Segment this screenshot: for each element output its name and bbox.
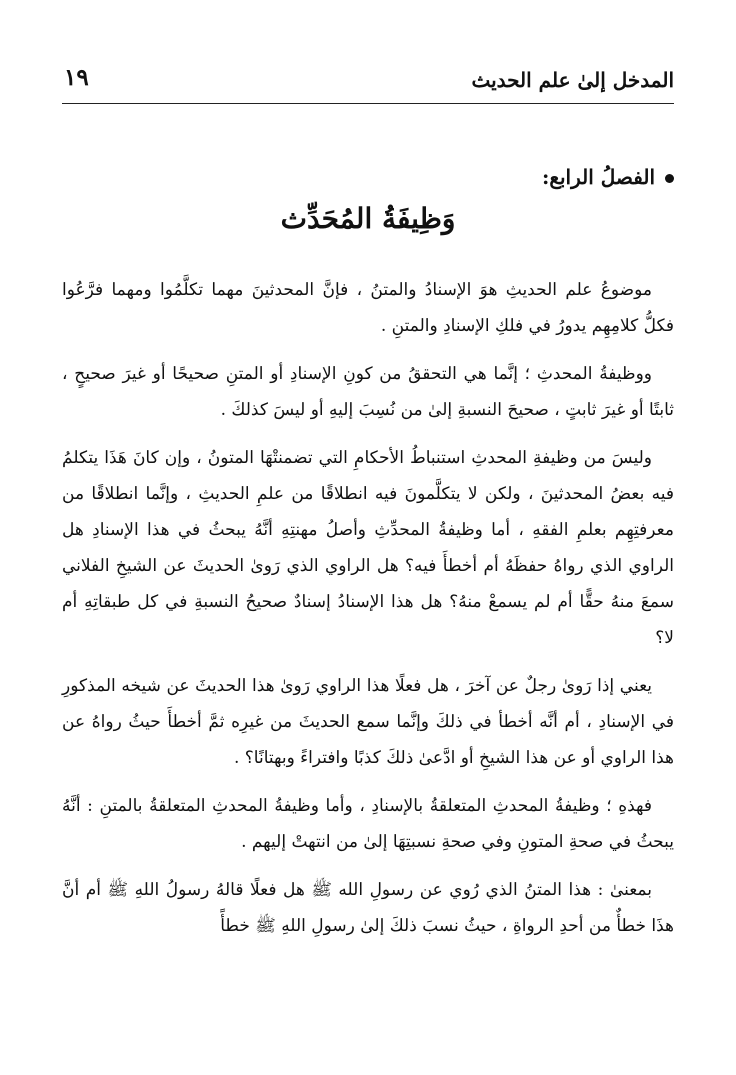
header-rule xyxy=(62,103,674,104)
chapter-title: وَظِيفَةُ المُحَدِّث xyxy=(280,202,456,235)
paragraph: بمعنىٰ : هذا المتنُ الذي رُوي عن رسولِ الله ﷺ هل فعلًا قالهُ رسولُ اللهِ ﷺ أم أنَّ هذَا خطأٌ من أحدِ الرواةِ ، حيثُ نسبَ ذلكَ إلىٰ رسولِ اللهِ ﷺ خطأً xyxy=(62,880,674,936)
chapter-label xyxy=(542,165,674,189)
chapter-label-text: الفصلُ الرابع: xyxy=(541,165,655,189)
paragraph: يعني إذا رَوىٰ رجلٌ عن آخرَ ، هل فعلًا هذا الراوي رَوىٰ هذا الحديثَ عن شيخه المذكورِ في الإسنادِ ، أم أنَّه أخطأ في ذلكَ وإنَّما سمع الحديثَ من غيرِه ثمَّ أخطأَ حيثُ رواهُ عن هذا الراوي أو عن هذا الشيخِ أو ادَّعىٰ ذلكَ كذبًا وافتراءً وبهتانًا؟ . xyxy=(62,676,674,768)
paragraph: وليسَ من وظيفةِ المحدثِ استنباطُ الأحكامِ التي تضمنتْهَا المتونُ ، وإن كانَ هَذَا يتكلمُ فيه بعضُ المحدثينَ ، ولكن لا يتكلَّمونَ فيه انطلاقًا من علمِ الحديثِ ، وإنَّما انطلاقًا من معرفتِهِم بعلمِ الفقهِ ، أما وظيفةُ المحدِّثِ وأصلُ مهنتِهِ أنَّهُ يبحثُ في هذا الإسنادِ هل الراوي الذي رواهُ حفظَهُ أم أخطأَ فيه؟ هل الراوي الذي رَوىٰ الحديثَ عن الشيخِ الفلاني سمعَ منهُ حقًّا أم لم يسمعْ منهُ؟ هل هذا الإسنادُ إسنادٌ صحيحُ النسبةِ في كل طبقاتِهِ أم لا؟ xyxy=(62,448,674,648)
running-title: المدخل إلىٰ علم الحديث xyxy=(471,68,674,92)
page-number: ١٩ xyxy=(64,64,89,91)
paragraph: ووظيفةُ المحدثِ ؛ إنَّما هي التحققُ من كونِ الإسنادِ أو المتنِ صحيحًا أو غيرَ صحيحٍ ، ثابتًا أو غيرَ ثابتٍ ، صحيحَ النسبةِ إلىٰ من نُسِبَ إليهِ أو ليسَ كذلكَ . xyxy=(62,364,674,420)
body-text xyxy=(62,272,674,956)
paragraph: موضوعُ علم الحديثِ هوَ الإسنادُ والمتنُ ، فإنَّ المحدثينَ مهما تكلَّمُوا ومهما فرَّعُوا فكلُّ كلامِهِم يدورُ في فلكِ الإسنادِ والمتنِ . xyxy=(62,280,674,336)
bullet-icon xyxy=(665,174,674,183)
running-header xyxy=(62,62,674,96)
paragraph: فهذهِ ؛ وظيفةُ المحدثِ المتعلقةُ بالإسنادِ ، وأما وظيفةُ المحدثِ المتعلقةُ بالمتنِ : أنَّهُ يبحثُ في صحةِ المتونِ وفي صحةِ نسبتِهَا إلىٰ من انتهتْ إليهم . xyxy=(62,796,674,852)
